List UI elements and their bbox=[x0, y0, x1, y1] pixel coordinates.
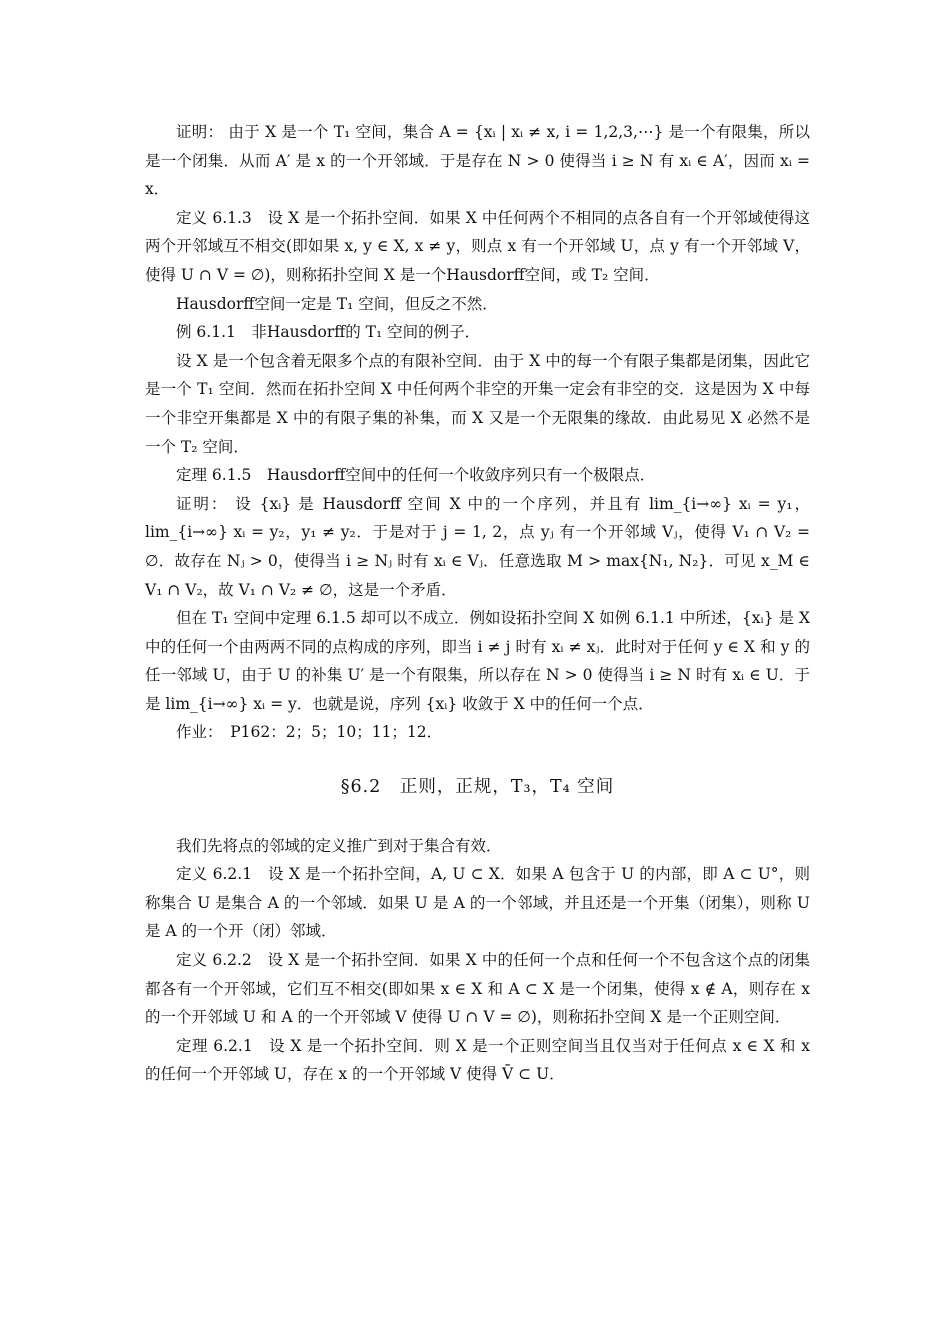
counterexample-paragraph: 但在 T₁ 空间中定理 6.1.5 却可以不成立．例如设拓扑空间 X 如例 6.1.1 中所述，{xᵢ} 是 X 中的任何一个由两两不同的点构成的序列，即当 i ≠ j 时有 xᵢ ≠ xⱼ．此时对于任何 y ∈ X 和 y 的任一邻域 U，由于 U 的补集 U′ 是一个有限集，所以存在 N > 0 使得当 i ≥ N 时有 xᵢ ∈ U．于是 lim_{i→∞} xᵢ = y．也就是说，序列 {xᵢ} 收敛于 X 中的任何一个点． bbox=[145, 609, 810, 713]
example-6-1-1-body: 设 X 是一个包含着无限多个点的有限补空间．由于 X 中的每一个有限子集都是闭集，因此它是一个 T₁ 空间．然而在拓扑空间 X 中任何两个非空的开集一定会有非空的交．这是因为 X 中每一个非空开集都是 X 中的有限子集的补集，而 X 又是一个无限集的缘故．由此易见 X 必然不是一个 T₂ 空间． bbox=[145, 351, 810, 456]
remark-hausdorff-t1: Hausdorff空间一定是 T₁ 空间，但反之不然． bbox=[176, 294, 498, 313]
definition-6-2-2: 定义 6.2.2 设 X 是一个拓扑空间．如果 X 中的任何一个点和任何一个不包含这个点的闭集都各有一个开邻域，它们互不相交(即如果 x ∈ X 和 A ⊂ X 是一个闭集，使得 x ∉ A，则存在 x 的一个开邻域 U 和 A 的一个开邻域 V 使得 U ∩ V = ∅)，则称拓扑空间 X 是一个正则空间． bbox=[145, 951, 810, 1027]
theorem-6-1-5: 定理 6.1.5 Hausdorff空间中的任何一个收敛序列只有一个极限点． bbox=[176, 466, 656, 485]
example-6-1-1-title: 例 6.1.1 非Hausdorff的 T₁ 空间的例子． bbox=[176, 323, 481, 342]
homework-line: 作业： P162：2；5；10；11；12． bbox=[176, 723, 443, 742]
theorem-6-2-1: 定理 6.2.1 设 X 是一个拓扑空间．则 X 是一个正则空间当且仅当对于任何点 x ∈ X 和 x 的任何一个开邻域 U，存在 x 的一个开邻域 V 使得 V̄ ⊂ U． bbox=[145, 1036, 810, 1084]
definition-6-2-1: 定义 6.2.1 设 X 是一个拓扑空间，A, U ⊂ X．如果 A 包含于 U 的内部，即 A ⊂ U°，则称集合 U 是集合 A 的一个邻域．如果 U 是 A 的一个邻域，并且还是一个开集（闭集），则称 U 是 A 的一个开（闭）邻域． bbox=[145, 865, 810, 941]
definition-6-1-3: 定义 6.1.3 设 X 是一个拓扑空间．如果 X 中任何两个不相同的点各自有一个开邻域使得这两个开邻域互不相交(即如果 x, y ∈ X, x ≠ y，则点 x 有一个开邻域 U，点 y 有一个开邻域 V，使得 U ∩ V = ∅)，则称拓扑空间 X 是一个Hausdorff空间，或 T₂ 空间． bbox=[145, 208, 810, 284]
document-body bbox=[145, 118, 810, 1089]
intro-paragraph: 我们先将点的邻域的定义推广到对于集合有效． bbox=[176, 836, 502, 855]
proof-paragraph: 证明： 由于 X 是一个 T₁ 空间，集合 A = {xᵢ | xᵢ ≠ x, i = 1,2,3,⋯} 是一个有限集，所以是一个闭集．从而 A′ 是 x 的一个开邻域．于是存在 N > 0 使得当 i ≥ N 有 xᵢ ∈ A′，因而 xᵢ = x． bbox=[145, 123, 810, 199]
proof-theorem-6-1-5: 证明： 设 {xᵢ} 是 Hausdorff 空间 X 中的一个序列，并且有 lim_{i→∞} xᵢ = y₁，lim_{i→∞} xᵢ = y₂，y₁ ≠ y₂．于是对于 j = 1, 2，点 yⱼ 有一个开邻域 Vⱼ，使得 V₁ ∩ V₂ = ∅．故存在 Nⱼ > 0，使得当 i ≥ Nⱼ 时有 xᵢ ∈ Vⱼ．任意选取 M > max{N₁, N₂}．可见 x_M ∈ V₁ ∩ V₂，故 V₁ ∩ V₂ ≠ ∅，这是一个矛盾． bbox=[145, 494, 810, 599]
section-title: §6.2 正则，正规，T₃，T₄ 空间 bbox=[340, 777, 615, 798]
